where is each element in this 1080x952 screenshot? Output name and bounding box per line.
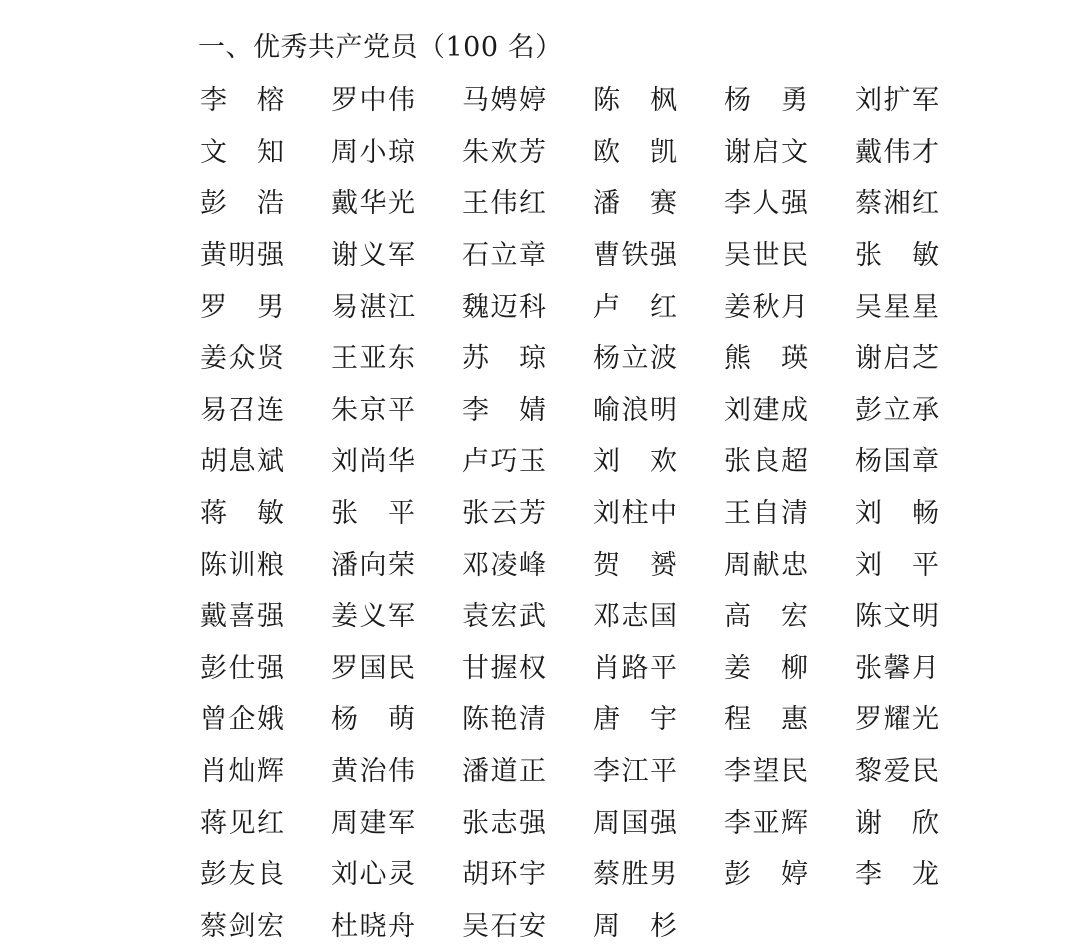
name-entry: 程 惠 (724, 704, 808, 736)
name-entry: 李 望 民 (724, 756, 808, 788)
name-entry: 袁 宏 武 (462, 601, 546, 633)
name-entry: 石 立 章 (462, 240, 546, 272)
name-entry: 杨 勇 (724, 85, 808, 117)
name-entry: 王 自 清 (724, 498, 808, 530)
name-entry: 肖 灿 辉 (200, 756, 284, 788)
name-entry: 蔡 剑 宏 (200, 910, 284, 942)
name-entry: 彭 友 良 (200, 859, 284, 891)
name-entry: 罗 国 民 (331, 652, 415, 684)
name-entry: 谢 欣 (855, 807, 939, 839)
name-entry: 谢 义 军 (331, 240, 415, 272)
name-entry: 陈 艳 清 (462, 704, 546, 736)
name-entry: 张 云 芳 (462, 498, 546, 530)
name-entry: 刘 心 灵 (331, 859, 415, 891)
name-entry: 戴 喜 强 (200, 601, 284, 633)
name-entry: 卢 巧 玉 (462, 446, 546, 478)
name-entry: 刘 扩 军 (855, 85, 939, 117)
name-entry: 彭 仕 强 (200, 652, 284, 684)
name-entry: 戴 华 光 (331, 188, 415, 220)
name-entry: 易 召 连 (200, 394, 284, 426)
name-entry: 马 娉 婷 (462, 85, 546, 117)
name-entry: 易 湛 江 (331, 291, 415, 323)
name-entry: 张 志 强 (462, 807, 546, 839)
name-entry: 李 榕 (200, 85, 284, 117)
name-entry: 喻 浪 明 (593, 394, 677, 426)
name-entry: 张 敏 (855, 240, 939, 272)
name-entry: 黄 治 伟 (331, 756, 415, 788)
name-entry: 蒋 见 红 (200, 807, 284, 839)
name-entry: 姜 义 军 (331, 601, 415, 633)
name-entry: 曾 企 娥 (200, 704, 284, 736)
name-entry: 卢 红 (593, 291, 677, 323)
name-list (200, 75, 986, 952)
name-entry: 刘 尚 华 (331, 446, 415, 478)
name-entry: 罗 中 伟 (331, 85, 415, 117)
name-entry: 杨 立 波 (593, 343, 677, 375)
name-entry: 杨 国 章 (855, 446, 939, 478)
name-entry: 戴 伟 才 (855, 136, 939, 168)
name-entry: 胡 息 斌 (200, 446, 284, 478)
name-entry: 魏 迈 科 (462, 291, 546, 323)
name-entry: 贺 赟 (593, 549, 677, 581)
name-entry: 周 国 强 (593, 807, 677, 839)
name-entry: 蔡 湘 红 (855, 188, 939, 220)
name-entry: 罗 男 (200, 291, 284, 323)
name-entry: 杜 晓 舟 (331, 910, 415, 942)
name-entry: 李 龙 (855, 859, 939, 891)
name-entry: 杨 萌 (331, 704, 415, 736)
name-entry: 罗 耀 光 (855, 704, 939, 736)
name-entry: 胡 环 宇 (462, 859, 546, 891)
name-entry: 潘 向 荣 (331, 549, 415, 581)
name-entry: 邓 志 国 (593, 601, 677, 633)
name-entry: 刘 畅 (855, 498, 939, 530)
name-entry: 刘 柱 中 (593, 498, 677, 530)
name-entry: 陈 训 粮 (200, 549, 284, 581)
section-title: 一、优秀共产党员（100 名） (198, 32, 563, 63)
name-entry: 吴 星 星 (855, 291, 939, 323)
name-entry: 姜 柳 (724, 652, 808, 684)
name-entry: 唐 宇 (593, 704, 677, 736)
name-entry: 谢 启 芝 (855, 343, 939, 375)
name-entry: 姜 众 贤 (200, 343, 284, 375)
name-entry: 刘 欢 (593, 446, 677, 478)
name-entry: 文 知 (200, 136, 284, 168)
name-entry: 欧 凯 (593, 136, 677, 168)
name-entry: 邓 凌 峰 (462, 549, 546, 581)
name-entry: 朱 京 平 (331, 394, 415, 426)
name-entry: 王 亚 东 (331, 343, 415, 375)
name-entry: 黄 明 强 (200, 240, 284, 272)
name-entry: 周 献 忠 (724, 549, 808, 581)
name-entry: 吴 石 安 (462, 910, 546, 942)
name-entry: 陈 枫 (593, 85, 677, 117)
name-entry: 刘 平 (855, 549, 939, 581)
name-entry: 张 良 超 (724, 446, 808, 478)
name-entry: 李 婧 (462, 394, 546, 426)
name-entry: 刘 建 成 (724, 394, 808, 426)
name-entry: 肖 路 平 (593, 652, 677, 684)
name-entry: 李 亚 辉 (724, 807, 808, 839)
name-entry: 彭 立 承 (855, 394, 939, 426)
name-entry: 彭 婷 (724, 859, 808, 891)
name-entry: 吴 世 民 (724, 240, 808, 272)
name-entry: 高 宏 (724, 601, 808, 633)
name-entry: 熊 瑛 (724, 343, 808, 375)
name-entry: 曹 铁 强 (593, 240, 677, 272)
name-entry: 张 平 (331, 498, 415, 530)
name-entry: 周 建 军 (331, 807, 415, 839)
name-entry: 黎 爱 民 (855, 756, 939, 788)
name-entry: 李 人 强 (724, 188, 808, 220)
name-entry: 李 江 平 (593, 756, 677, 788)
name-entry: 朱 欢 芳 (462, 136, 546, 168)
name-entry: 张 馨 月 (855, 652, 939, 684)
name-entry: 陈 文 明 (855, 601, 939, 633)
name-entry: 彭 浩 (200, 188, 284, 220)
name-entry: 蔡 胜 男 (593, 859, 677, 891)
name-entry: 潘 赛 (593, 188, 677, 220)
name-entry: 甘 握 权 (462, 652, 546, 684)
name-entry: 周 杉 (593, 910, 677, 942)
name-entry: 苏 琼 (462, 343, 546, 375)
name-entry: 谢 启 文 (724, 136, 808, 168)
name-entry: 潘 道 正 (462, 756, 546, 788)
name-entry: 王 伟 红 (462, 188, 546, 220)
name-entry: 姜 秋 月 (724, 291, 808, 323)
name-entry: 蒋 敏 (200, 498, 284, 530)
name-entry: 周 小 琼 (331, 136, 415, 168)
